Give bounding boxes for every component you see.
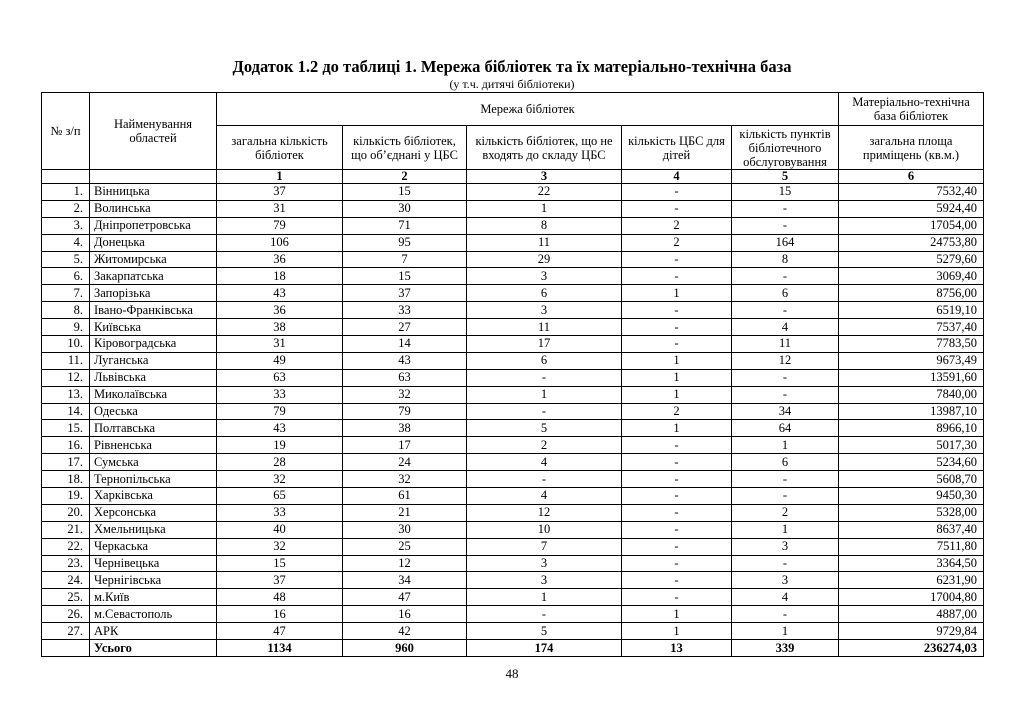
cell-total-libraries: 36	[217, 302, 343, 319]
cell-non-cbs-libraries: -	[467, 403, 622, 420]
cell-children-cbs: 2	[622, 217, 732, 234]
cell-cbs-libraries: 25	[343, 538, 467, 555]
cell-region: Усього	[90, 640, 217, 657]
cell-region: Чернігівська	[90, 572, 217, 589]
cell-num: 15.	[42, 420, 90, 437]
cell-non-cbs-libraries: 11	[467, 234, 622, 251]
table-row	[42, 403, 984, 420]
cell-num: 26.	[42, 606, 90, 623]
cell-non-cbs-libraries: 3	[467, 572, 622, 589]
cell-num: 19.	[42, 488, 90, 505]
cell-service-points: -	[732, 555, 839, 572]
cell-service-points: 1	[732, 437, 839, 454]
cell-service-points: 339	[732, 640, 839, 657]
cell-service-points: -	[732, 268, 839, 285]
cell-cbs-libraries: 32	[343, 386, 467, 403]
cell-total-libraries: 28	[217, 454, 343, 471]
table-row	[42, 302, 984, 319]
cell-non-cbs-libraries: 12	[467, 504, 622, 521]
cell-region: Харківська	[90, 488, 217, 505]
cell-service-points: 34	[732, 403, 839, 420]
cell-children-cbs: -	[622, 572, 732, 589]
cell-service-points: 6	[732, 285, 839, 302]
cell-area: 7783,50	[839, 336, 984, 353]
cell-area: 9673,49	[839, 352, 984, 369]
cell-region: АРК	[90, 623, 217, 640]
cell-num: 6.	[42, 268, 90, 285]
cell-area: 4887,00	[839, 606, 984, 623]
cell-cbs-libraries: 30	[343, 521, 467, 538]
cell-region: Дніпропетровська	[90, 217, 217, 234]
cell-num: 16.	[42, 437, 90, 454]
cell-num: 22.	[42, 538, 90, 555]
cell-num: 20.	[42, 504, 90, 521]
cell-region: Івано-Франківська	[90, 302, 217, 319]
cell-total-libraries: 47	[217, 623, 343, 640]
cell-cbs-libraries: 960	[343, 640, 467, 657]
table-row	[42, 285, 984, 302]
cell-children-cbs: 1	[622, 420, 732, 437]
cell-area: 7840,00	[839, 386, 984, 403]
cell-total-libraries: 19	[217, 437, 343, 454]
cell-cbs-libraries: 47	[343, 589, 467, 606]
header-region: Найменування областей	[90, 93, 217, 170]
cell-region: Черкаська	[90, 538, 217, 555]
table-header	[42, 93, 984, 184]
cell-non-cbs-libraries: 3	[467, 268, 622, 285]
cell-total-libraries: 43	[217, 285, 343, 302]
cell-cbs-libraries: 43	[343, 352, 467, 369]
cell-cbs-libraries: 32	[343, 471, 467, 488]
cell-total-libraries: 31	[217, 200, 343, 217]
cell-cbs-libraries: 12	[343, 555, 467, 572]
cell-region: Рівненська	[90, 437, 217, 454]
cell-total-libraries: 32	[217, 471, 343, 488]
cell-service-points: 164	[732, 234, 839, 251]
cell-area: 6231,90	[839, 572, 984, 589]
cell-service-points: -	[732, 606, 839, 623]
page-number: 48	[505, 666, 519, 681]
cell-area: 236274,03	[839, 640, 984, 657]
cell-service-points: 8	[732, 251, 839, 268]
header-col-3: кількість бібліотек, що не входять до складу ЦБС	[467, 126, 622, 170]
cell-num: 25.	[42, 589, 90, 606]
cell-total-libraries: 48	[217, 589, 343, 606]
table-row	[42, 217, 984, 234]
cell-area: 5234,60	[839, 454, 984, 471]
cell-service-points: 11	[732, 336, 839, 353]
cell-region: Тернопільська	[90, 471, 217, 488]
cell-area: 8637,40	[839, 521, 984, 538]
cell-service-points: 4	[732, 319, 839, 336]
cell-num: 2.	[42, 200, 90, 217]
table-row	[42, 521, 984, 538]
table-row	[42, 437, 984, 454]
table-row	[42, 555, 984, 572]
table-row	[42, 471, 984, 488]
table-row	[42, 488, 984, 505]
cell-service-points: 3	[732, 572, 839, 589]
cell-region: Одеська	[90, 403, 217, 420]
table-row	[42, 386, 984, 403]
cell-num: 5.	[42, 251, 90, 268]
cell-non-cbs-libraries: 10	[467, 521, 622, 538]
cell-region: Донецька	[90, 234, 217, 251]
table-row	[42, 336, 984, 353]
cell-non-cbs-libraries: 3	[467, 555, 622, 572]
cell-num: 17.	[42, 454, 90, 471]
cell-total-libraries: 33	[217, 386, 343, 403]
col-number-5: 5	[732, 170, 839, 184]
cell-non-cbs-libraries: 2	[467, 437, 622, 454]
cell-cbs-libraries: 37	[343, 285, 467, 302]
page-title: Додаток 1.2 до таблиці 1. Мережа бібліотек та їх матеріально-технічна база	[232, 57, 792, 76]
cell-total-libraries: 65	[217, 488, 343, 505]
cell-num: 1.	[42, 184, 90, 201]
cell-non-cbs-libraries: 29	[467, 251, 622, 268]
table-row	[42, 184, 984, 201]
cell-cbs-libraries: 24	[343, 454, 467, 471]
cell-num: 21.	[42, 521, 90, 538]
header-col-1: загальна кількість бібліотек	[217, 126, 343, 170]
cell-cbs-libraries: 33	[343, 302, 467, 319]
cell-children-cbs: -	[622, 504, 732, 521]
cell-region: Житомирська	[90, 251, 217, 268]
table-row	[42, 369, 984, 386]
cell-children-cbs: -	[622, 251, 732, 268]
cell-cbs-libraries: 30	[343, 200, 467, 217]
cell-cbs-libraries: 15	[343, 184, 467, 201]
cell-non-cbs-libraries: -	[467, 369, 622, 386]
col-number-4: 4	[622, 170, 732, 184]
cell-children-cbs: -	[622, 200, 732, 217]
cell-area: 8966,10	[839, 420, 984, 437]
cell-children-cbs: -	[622, 336, 732, 353]
cell-children-cbs: -	[622, 184, 732, 201]
cell-area: 6519,10	[839, 302, 984, 319]
cell-region: Київська	[90, 319, 217, 336]
table-row	[42, 589, 984, 606]
cell-total-libraries: 33	[217, 504, 343, 521]
cell-children-cbs: -	[622, 521, 732, 538]
cell-region: Миколаївська	[90, 386, 217, 403]
cell-service-points: 1	[732, 623, 839, 640]
cell-area: 17054,00	[839, 217, 984, 234]
table-row	[42, 352, 984, 369]
cell-region: Херсонська	[90, 504, 217, 521]
cell-num: 14.	[42, 403, 90, 420]
cell-area: 5279,60	[839, 251, 984, 268]
cell-non-cbs-libraries: 8	[467, 217, 622, 234]
cell-area: 5017,30	[839, 437, 984, 454]
cell-non-cbs-libraries: 17	[467, 336, 622, 353]
cell-num: 12.	[42, 369, 90, 386]
cell-num: 4.	[42, 234, 90, 251]
cell-cbs-libraries: 15	[343, 268, 467, 285]
header-material: Матеріально-технічна база бібліотек	[839, 93, 984, 126]
page-subtitle: (у т.ч. дитячі бібліотеки)	[449, 77, 575, 91]
header-col-2: кількість бібліотек, що об’єднані у ЦБС	[343, 126, 467, 170]
cell-children-cbs: 1	[622, 352, 732, 369]
cell-children-cbs: -	[622, 555, 732, 572]
cell-children-cbs: -	[622, 471, 732, 488]
table-row	[42, 234, 984, 251]
cell-cbs-libraries: 7	[343, 251, 467, 268]
cell-num: 10.	[42, 336, 90, 353]
cell-num: 9.	[42, 319, 90, 336]
cell-service-points: 3	[732, 538, 839, 555]
libraries-table	[41, 92, 984, 657]
cell-children-cbs: 2	[622, 234, 732, 251]
cell-area: 7537,40	[839, 319, 984, 336]
cell-area: 13987,10	[839, 403, 984, 420]
cell-service-points: 12	[732, 352, 839, 369]
cell-region: м.Севастополь	[90, 606, 217, 623]
cell-cbs-libraries: 95	[343, 234, 467, 251]
cell-children-cbs: -	[622, 589, 732, 606]
cell-total-libraries: 37	[217, 572, 343, 589]
table-row	[42, 572, 984, 589]
cell-total-libraries: 37	[217, 184, 343, 201]
cell-service-points: 1	[732, 521, 839, 538]
cell-area: 13591,60	[839, 369, 984, 386]
cell-non-cbs-libraries: 1	[467, 589, 622, 606]
cell-region: Запорізька	[90, 285, 217, 302]
cell-non-cbs-libraries: -	[467, 606, 622, 623]
table-row	[42, 420, 984, 437]
cell-area: 3069,40	[839, 268, 984, 285]
table-row	[42, 251, 984, 268]
cell-children-cbs: 1	[622, 369, 732, 386]
col-number-1: 1	[217, 170, 343, 184]
cell-region: Волинська	[90, 200, 217, 217]
cell-children-cbs: -	[622, 319, 732, 336]
cell-children-cbs: 1	[622, 606, 732, 623]
cell-non-cbs-libraries: 4	[467, 488, 622, 505]
cell-total-libraries: 79	[217, 217, 343, 234]
cell-service-points: 2	[732, 504, 839, 521]
cell-service-points: -	[732, 200, 839, 217]
header-col-6: загальна площа приміщень (кв.м.)	[839, 126, 984, 170]
cell-non-cbs-libraries: 174	[467, 640, 622, 657]
header-col-5: кількість пунктів бібліотечного обслуговування	[732, 126, 839, 170]
cell-total-libraries: 32	[217, 538, 343, 555]
cell-children-cbs: -	[622, 437, 732, 454]
cell-non-cbs-libraries: 7	[467, 538, 622, 555]
cell-region: м.Київ	[90, 589, 217, 606]
cell-children-cbs: -	[622, 302, 732, 319]
cell-num: 7.	[42, 285, 90, 302]
cell-total-libraries: 36	[217, 251, 343, 268]
cell-region: Луганська	[90, 352, 217, 369]
cell-non-cbs-libraries: 5	[467, 420, 622, 437]
cell-cbs-libraries: 63	[343, 369, 467, 386]
table-body	[42, 184, 984, 657]
cell-num: 23.	[42, 555, 90, 572]
cell-children-cbs: -	[622, 268, 732, 285]
cell-service-points: 6	[732, 454, 839, 471]
cell-service-points: 64	[732, 420, 839, 437]
table-row	[42, 454, 984, 471]
cell-children-cbs: 1	[622, 386, 732, 403]
cell-area: 17004,80	[839, 589, 984, 606]
cell-total-libraries: 43	[217, 420, 343, 437]
cell-num: 11.	[42, 352, 90, 369]
header-num: № з/п	[42, 93, 90, 170]
table-row	[42, 538, 984, 555]
cell-area: 3364,50	[839, 555, 984, 572]
cell-service-points: -	[732, 302, 839, 319]
cell-non-cbs-libraries: 3	[467, 302, 622, 319]
cell-service-points: 15	[732, 184, 839, 201]
cell-non-cbs-libraries: 6	[467, 352, 622, 369]
header-region-blank	[90, 170, 217, 184]
cell-cbs-libraries: 16	[343, 606, 467, 623]
cell-area: 8756,00	[839, 285, 984, 302]
cell-num	[42, 640, 90, 657]
cell-non-cbs-libraries: 5	[467, 623, 622, 640]
cell-area: 7532,40	[839, 184, 984, 201]
cell-cbs-libraries: 71	[343, 217, 467, 234]
cell-total-libraries: 79	[217, 403, 343, 420]
cell-area: 5328,00	[839, 504, 984, 521]
cell-total-libraries: 63	[217, 369, 343, 386]
cell-cbs-libraries: 14	[343, 336, 467, 353]
cell-cbs-libraries: 17	[343, 437, 467, 454]
cell-non-cbs-libraries: 4	[467, 454, 622, 471]
cell-non-cbs-libraries: -	[467, 471, 622, 488]
header-network: Мережа бібліотек	[217, 93, 839, 126]
cell-children-cbs: 1	[622, 285, 732, 302]
cell-num: 24.	[42, 572, 90, 589]
table-row	[42, 268, 984, 285]
cell-non-cbs-libraries: 1	[467, 200, 622, 217]
cell-children-cbs: -	[622, 538, 732, 555]
table-row	[42, 623, 984, 640]
cell-total-libraries: 1134	[217, 640, 343, 657]
table-row	[42, 200, 984, 217]
cell-service-points: -	[732, 369, 839, 386]
cell-region: Сумська	[90, 454, 217, 471]
cell-area: 5608,70	[839, 471, 984, 488]
cell-total-libraries: 49	[217, 352, 343, 369]
cell-cbs-libraries: 34	[343, 572, 467, 589]
col-number-2: 2	[343, 170, 467, 184]
cell-service-points: -	[732, 386, 839, 403]
cell-region: Кіровоградська	[90, 336, 217, 353]
cell-children-cbs: -	[622, 454, 732, 471]
cell-region: Полтавська	[90, 420, 217, 437]
table-row	[42, 319, 984, 336]
cell-region: Львівська	[90, 369, 217, 386]
cell-num: 13.	[42, 386, 90, 403]
cell-cbs-libraries: 42	[343, 623, 467, 640]
cell-cbs-libraries: 61	[343, 488, 467, 505]
cell-area: 9729,84	[839, 623, 984, 640]
cell-children-cbs: -	[622, 488, 732, 505]
cell-area: 24753,80	[839, 234, 984, 251]
cell-cbs-libraries: 27	[343, 319, 467, 336]
cell-non-cbs-libraries: 11	[467, 319, 622, 336]
cell-service-points: 4	[732, 589, 839, 606]
table-row	[42, 606, 984, 623]
table-row	[42, 504, 984, 521]
cell-area: 5924,40	[839, 200, 984, 217]
cell-service-points: -	[732, 217, 839, 234]
cell-children-cbs: 2	[622, 403, 732, 420]
header-col-4: кількість ЦБС для дітей	[622, 126, 732, 170]
cell-total-libraries: 31	[217, 336, 343, 353]
col-number-3: 3	[467, 170, 622, 184]
cell-service-points: -	[732, 488, 839, 505]
col-number-6: 6	[839, 170, 984, 184]
cell-num: 27.	[42, 623, 90, 640]
cell-service-points: -	[732, 471, 839, 488]
total-row	[42, 640, 984, 657]
cell-num: 8.	[42, 302, 90, 319]
cell-non-cbs-libraries: 6	[467, 285, 622, 302]
cell-region: Хмельницька	[90, 521, 217, 538]
cell-region: Вінницька	[90, 184, 217, 201]
cell-total-libraries: 40	[217, 521, 343, 538]
cell-num: 3.	[42, 217, 90, 234]
cell-non-cbs-libraries: 1	[467, 386, 622, 403]
cell-total-libraries: 38	[217, 319, 343, 336]
cell-total-libraries: 16	[217, 606, 343, 623]
cell-num: 18.	[42, 471, 90, 488]
cell-region: Закарпатська	[90, 268, 217, 285]
cell-cbs-libraries: 79	[343, 403, 467, 420]
cell-children-cbs: 1	[622, 623, 732, 640]
cell-cbs-libraries: 21	[343, 504, 467, 521]
cell-total-libraries: 15	[217, 555, 343, 572]
cell-children-cbs: 13	[622, 640, 732, 657]
cell-total-libraries: 106	[217, 234, 343, 251]
cell-cbs-libraries: 38	[343, 420, 467, 437]
cell-area: 7511,80	[839, 538, 984, 555]
cell-area: 9450,30	[839, 488, 984, 505]
cell-region: Чернівецька	[90, 555, 217, 572]
cell-non-cbs-libraries: 22	[467, 184, 622, 201]
cell-total-libraries: 18	[217, 268, 343, 285]
header-num-blank	[42, 170, 90, 184]
